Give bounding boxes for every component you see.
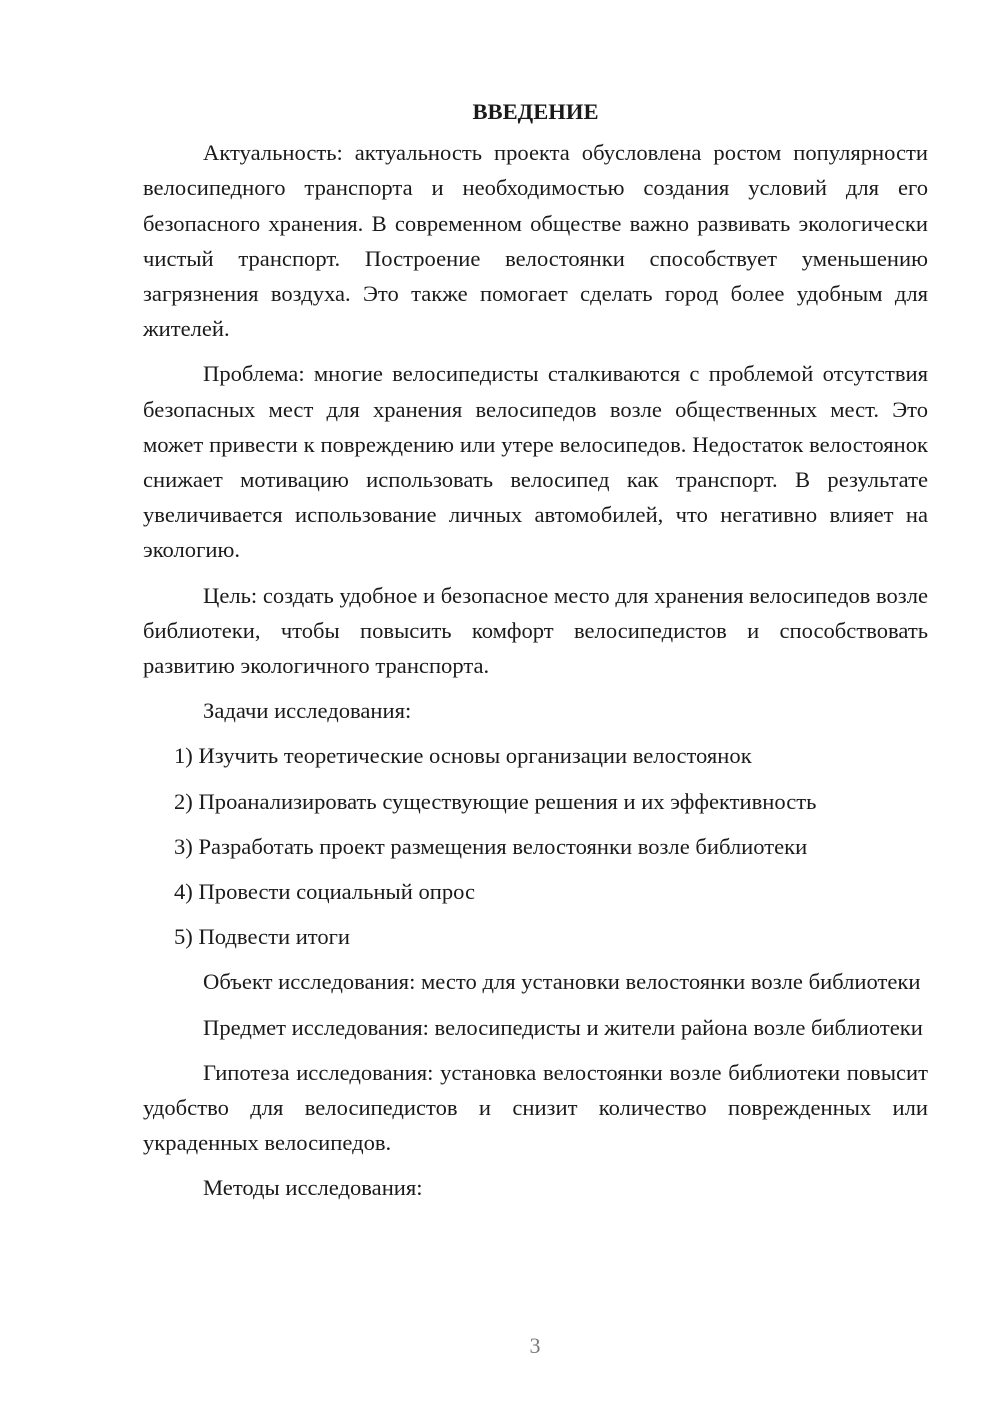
paragraph-relevance: Актуальность: актуальность проекта обусловлена ростом популярности велосипедного транспорта и необходимостью создания условий для его безопасного хранения. В современном обществе важно развивать экологически чистый транспорт. Построение велостоянки способствует уменьшению загрязнения воздуха. Это также помогает сделать город более удобным для жителей. [143, 140, 928, 342]
page-number: 3 [529, 1333, 541, 1358]
task-item: 1) Изучить теоретические основы организации велостоянок [174, 743, 752, 769]
paragraph-goal: Цель: создать удобное и безопасное место для хранения велосипедов возле библиотеки, чтобы повысить комфорт велосипедистов и способствовать развитию экологичного транспорта. [143, 582, 928, 679]
methods-heading: Методы исследования: [203, 1175, 423, 1201]
paragraph-subject: Предмет исследования: велосипедисты и жители района возле библиотеки [203, 1014, 923, 1040]
task-item: 5) Подвести итоги [174, 924, 351, 950]
document-page [143, 94, 928, 1216]
paragraph-hypothesis: Гипотеза исследования: установка велостоянки возле библиотеки повысит удобство для велосипедистов и снизит количество поврежденных или украденных велосипедов. [143, 1059, 928, 1156]
page-title: ВВЕДЕНИЕ [472, 99, 599, 124]
task-item: 4) Провести социальный опрос [174, 879, 476, 905]
task-item: 2) Проанализировать существующие решения и их эффективность [174, 788, 817, 814]
paragraph-object: Объект исследования: место для установки велостоянки возле библиотеки [203, 969, 921, 995]
paragraph-problem: Проблема: многие велосипедисты сталкиваются с проблемой отсутствия безопасных мест для хранения велосипедов возле общественных мест. Это может привести к повреждению или утере велосипедов. Недостаток велостоянок снижает мотивацию использовать велосипед как транспорт. В результате увеличивается использование личных автомобилей, что негативно влияет на экологию. [143, 361, 928, 563]
tasks-heading: Задачи исследования: [203, 698, 412, 724]
task-item: 3) Разработать проект размещения велостоянки возле библиотеки [174, 833, 808, 859]
